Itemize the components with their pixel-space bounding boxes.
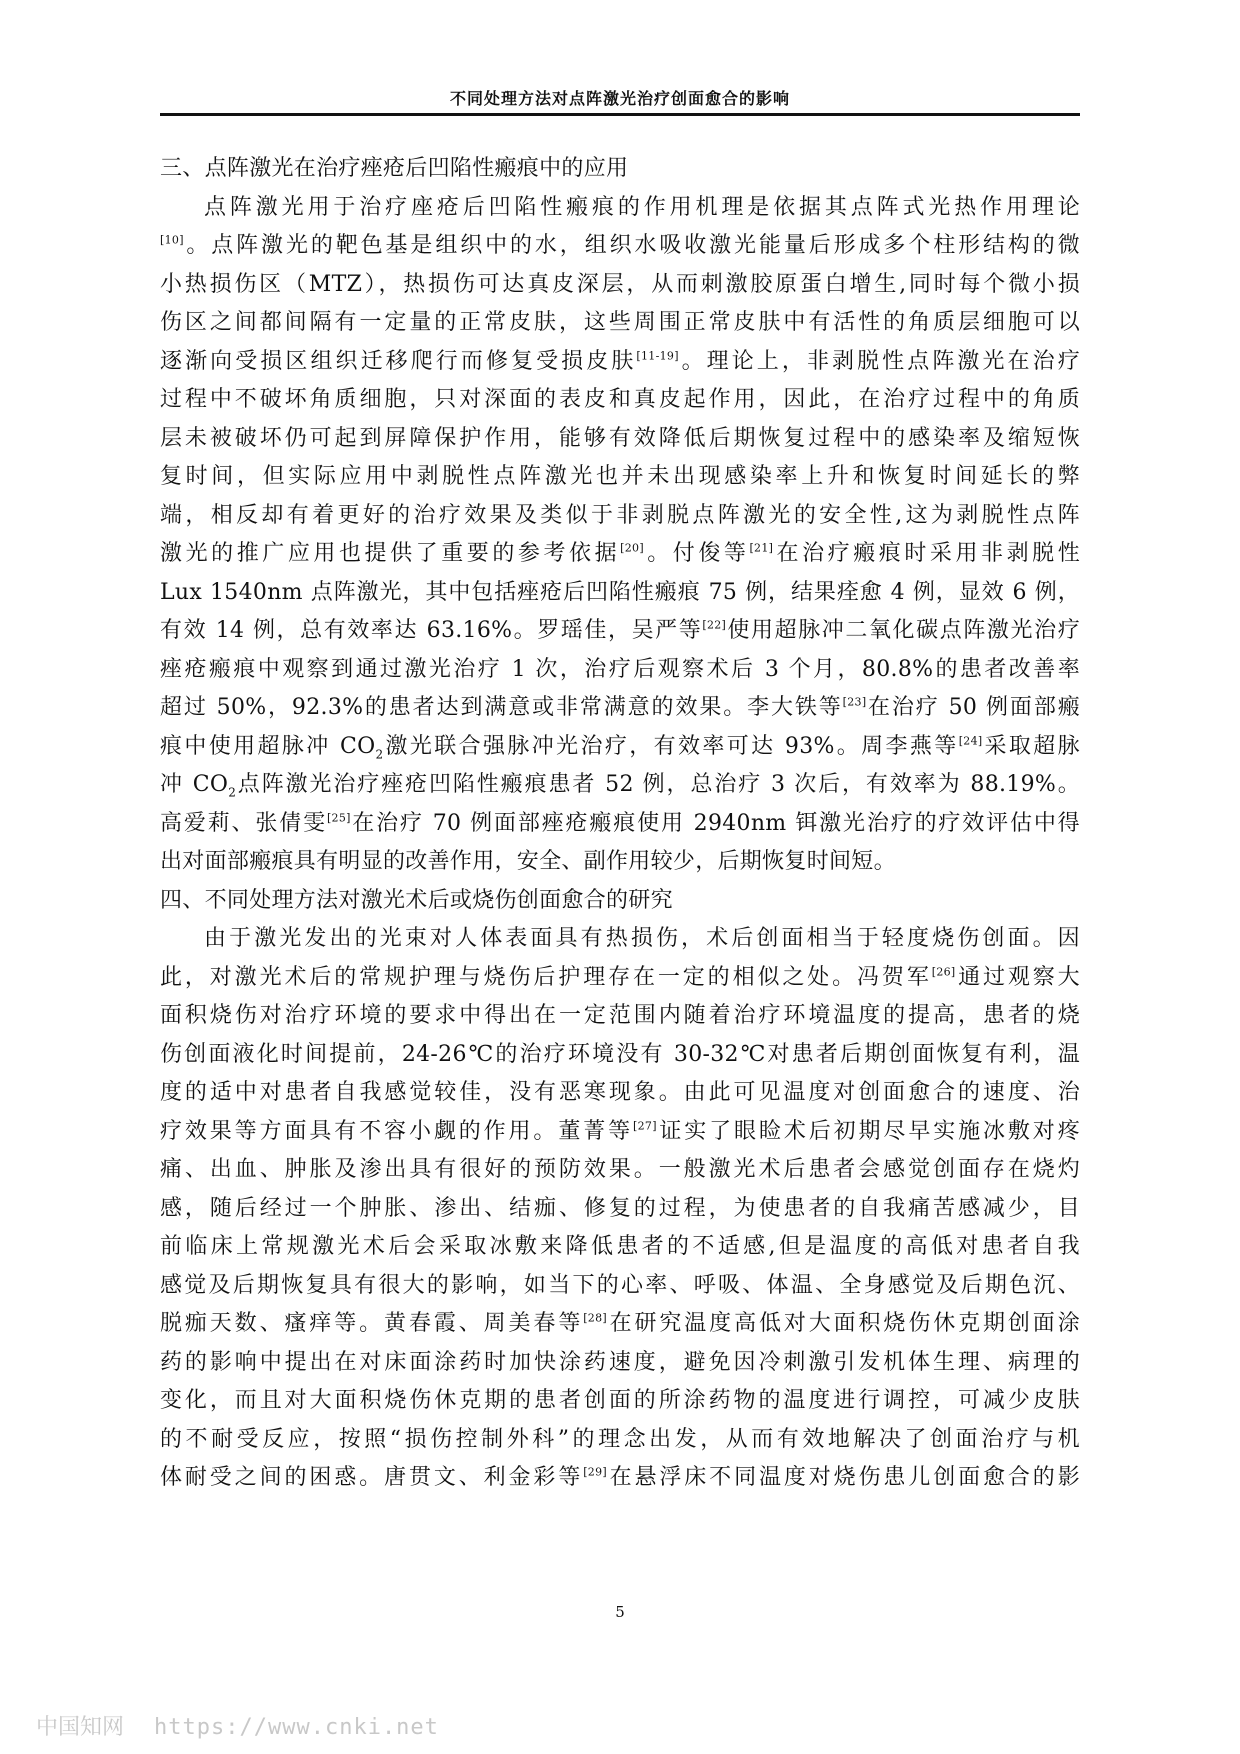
- text-run: 在治疗 50 例面部瘢: [866, 695, 1080, 720]
- paragraph-line: [160, 189, 1080, 228]
- text-run: 伤创面液化时间提前，24-26℃的治疗环境没有 30-32℃对患者后期创面恢复有利，温: [160, 1041, 1080, 1067]
- text-run: 。付俊等: [643, 541, 750, 566]
- text-run: 复时间，但实际应用中剥脱性点阵激光也并未出现感染率上升和恢复时间延长的弊: [160, 464, 1080, 489]
- text-run: 出对面部瘢痕具有明显的改善作用，安全、副作用较少，后期恢复时间短。: [160, 849, 896, 874]
- paragraph-line: [160, 1305, 1080, 1344]
- text-run: 药的影响中提出在对床面涂药时加快涂药速度，避免因冷刺激引发机体生理、病理的: [160, 1349, 1080, 1375]
- text-run: 的不耐受反应，按照“损伤控制外科”的理念出发，从而有效地解决了创面治疗与机: [160, 1426, 1080, 1452]
- watermark-url: https://www.cnki.net: [154, 1715, 439, 1740]
- paragraph-line: [160, 1074, 1080, 1113]
- text-run: 疗效果等方面具有不容小觑的作用。董菁等: [160, 1118, 633, 1144]
- citation-ref: [24]: [958, 734, 983, 748]
- text-run: 冲 CO: [160, 772, 229, 797]
- paragraph-line: [160, 843, 1080, 882]
- paragraph-line: [160, 728, 1080, 767]
- citation-ref: [26]: [931, 965, 956, 979]
- running-header: 不同处理方法对点阵激光治疗创面愈合的影响: [449, 89, 790, 108]
- text-run: 感觉及后期恢复具有很大的影响，如当下的心率、呼吸、体温、全身感觉及后期色沉、: [160, 1272, 1080, 1298]
- document-body: [160, 150, 1080, 1498]
- text-run: 此，对激光术后的常规护理与烧伤后护理存在一定的相似之处。冯贺军: [160, 964, 932, 990]
- paragraph-line: [160, 266, 1080, 305]
- paragraph-line: [160, 227, 1080, 266]
- paragraph-line: [160, 1151, 1080, 1190]
- subscript: 2: [228, 785, 237, 800]
- paragraph-line: [160, 574, 1080, 613]
- text-run: 面积烧伤对治疗环境的要求中得出在一定范围内随着治疗环境温度的提高，患者的烧: [160, 1003, 1080, 1028]
- paragraph-line: [160, 959, 1080, 998]
- text-run: 通过观察大: [955, 964, 1080, 990]
- text-run: 使用超脉冲二氧化碳点阵激光治疗: [726, 618, 1080, 643]
- text-run: 在悬浮床不同温度对烧伤患儿创面愈合的影: [607, 1465, 1080, 1490]
- paragraph-line: [160, 1036, 1080, 1075]
- paragraph-line: [160, 1421, 1080, 1460]
- text-run: 感，随后经过一个肿胀、渗出、结痂、修复的过程，为使患者的自我痛苦感减少，目: [160, 1195, 1080, 1221]
- text-run: 超过 50%，92.3%的患者达到满意或非常满意的效果。李大铁等: [160, 695, 843, 720]
- text-run: 度的适中对患者自我感觉较佳，没有恶寒现象。由此可见温度对创面愈合的速度、治: [160, 1080, 1080, 1105]
- text-run: 变化，而且对大面积烧伤休克期的患者创面的所涂药物的温度进行调控，可减少皮肤: [160, 1388, 1080, 1413]
- subscript: 2: [375, 746, 384, 761]
- text-run: 前临床上常规激光术后会采取冰敷来降低患者的不适感,但是温度的高低对患者自我: [160, 1234, 1080, 1259]
- citation-ref: [20]: [620, 541, 644, 555]
- section-heading: 四、不同处理方法对激光术后或烧伤创面愈合的研究: [160, 887, 673, 913]
- text-run: 证实了眼睑术后初期尽早实施冰敷对疼: [656, 1118, 1080, 1144]
- paragraph-line: [160, 1344, 1080, 1383]
- text-run: 过程中不破坏角质细胞，只对深面的表皮和真皮起作用，因此，在治疗过程中的角质: [160, 387, 1080, 412]
- page-number: 5: [615, 1603, 625, 1621]
- text-run: 高爱莉、张倩雯: [160, 810, 327, 836]
- watermark-brand: 中国知网: [36, 1715, 125, 1740]
- citation-ref: [27]: [633, 1119, 657, 1133]
- text-run: 。点阵激光的靶色基是组织中的水，组织水吸收激光能量后形成多个柱形结构的微: [183, 233, 1080, 258]
- paragraph-line: [160, 497, 1080, 536]
- paragraph-line: [160, 535, 1080, 574]
- text-run: 痤疮瘢痕中观察到通过激光治疗 1 次，治疗后观察术后 3 个月，80.8%的患者改善率: [160, 656, 1080, 682]
- section-heading: 三、点阵激光在治疗痤疮后凹陷性瘢痕中的应用: [160, 156, 629, 181]
- text-run: 脱痂天数、瘙痒等。黄春霞、周美春等: [160, 1311, 584, 1336]
- text-run: 痛、出血、肿胀及渗出具有很好的预防效果。一般激光术后患者会感觉创面存在烧灼: [160, 1157, 1080, 1182]
- paragraph-line: [160, 1459, 1080, 1498]
- citation-ref: [23]: [842, 695, 867, 709]
- text-run: 在治疗 70 例面部痤疮瘢痕使用 2940nm 铒激光治疗的疗效评估中得: [350, 810, 1080, 836]
- citation-ref: [25]: [326, 811, 351, 825]
- citation-ref: [21]: [749, 541, 774, 555]
- paragraph-line: [160, 1190, 1080, 1229]
- text-run: 由于激光发出的光束对人体表面具有热损伤，术后创面相当于轻度烧伤创面。因: [204, 926, 1080, 951]
- paragraph-line: [160, 1228, 1080, 1267]
- text-run: 逐渐向受损区组织迁移爬行而修复受损皮肤: [160, 348, 637, 374]
- text-run: 点阵激光用于治疗座疮后凹陷性瘢痕的作用机理是依据其点阵式光热作用理论: [204, 194, 1080, 220]
- paragraph-line: [160, 1267, 1080, 1306]
- paragraph-line: [160, 343, 1080, 382]
- paragraph-line: [160, 1382, 1080, 1421]
- paragraph-line: [160, 766, 1080, 805]
- paragraph-line: [160, 612, 1080, 651]
- cnki-watermark: [36, 1710, 439, 1741]
- header-rule: [160, 113, 1080, 116]
- paragraph-line: [160, 689, 1080, 728]
- text-run: 点阵激光治疗痤疮凹陷性瘢痕患者 52 例，总治疗 3 次后，有效率为 88.19%。: [236, 772, 1080, 797]
- text-run: 在治疗瘢痕时采用非剥脱性: [773, 541, 1080, 566]
- text-run: 激光的推广应用也提供了重要的参考依据: [160, 541, 621, 566]
- paragraph-line: [160, 304, 1080, 343]
- citation-ref: [10]: [160, 233, 184, 247]
- text-run: 小热损伤区（MTZ），热损伤可达真皮深层，从而刺激胶原蛋白增生,同时每个微小损: [160, 271, 1080, 297]
- text-run: 伤区之间都间隔有一定量的正常皮肤，这些周围正常皮肤中有活性的角质层细胞可以: [160, 310, 1080, 335]
- citation-ref: [22]: [702, 618, 727, 632]
- citation-ref: [29]: [583, 1465, 607, 1479]
- text-run: 层未被破坏仍可起到屏障保护作用，能够有效降低后期恢复过程中的感染率及缩短恢: [160, 425, 1080, 451]
- text-run: 激光联合强脉冲光治疗，有效率可达 93%。周李燕等: [383, 733, 959, 759]
- paragraph-line: [160, 381, 1080, 420]
- text-run: 在研究温度高低对大面积烧伤休克期创面涂: [607, 1311, 1080, 1336]
- paragraph-line: [160, 1113, 1080, 1152]
- text-run: 采取超脉: [982, 733, 1080, 759]
- text-run: 体耐受之间的困惑。唐贯文、利金彩等: [160, 1465, 584, 1490]
- citation-ref: [28]: [583, 1311, 607, 1325]
- paragraph-line: [160, 420, 1080, 459]
- text-run: Lux 1540nm 点阵激光，其中包括痤疮后凹陷性瘢痕 75 例，结果痊愈 4 例，显效 6 例，: [160, 579, 1080, 605]
- text-run: 有效 14 例，总有效率达 63.16%。罗瑶佳，吴严等: [160, 618, 703, 643]
- text-run: 端，相反却有着更好的治疗效果及类似于非剥脱点阵激光的安全性,这为剥脱性点阵: [160, 502, 1080, 528]
- text-run: 。理论上，非剥脱性点阵激光在治疗: [678, 348, 1080, 374]
- citation-ref: [11-19]: [636, 349, 679, 363]
- text-run: 痕中使用超脉冲 CO: [160, 733, 376, 759]
- paragraph-line: [160, 458, 1080, 497]
- paragraph-line: [160, 651, 1080, 690]
- paragraph-line: [160, 997, 1080, 1036]
- paragraph-line: [160, 805, 1080, 844]
- paragraph-line: [160, 920, 1080, 959]
